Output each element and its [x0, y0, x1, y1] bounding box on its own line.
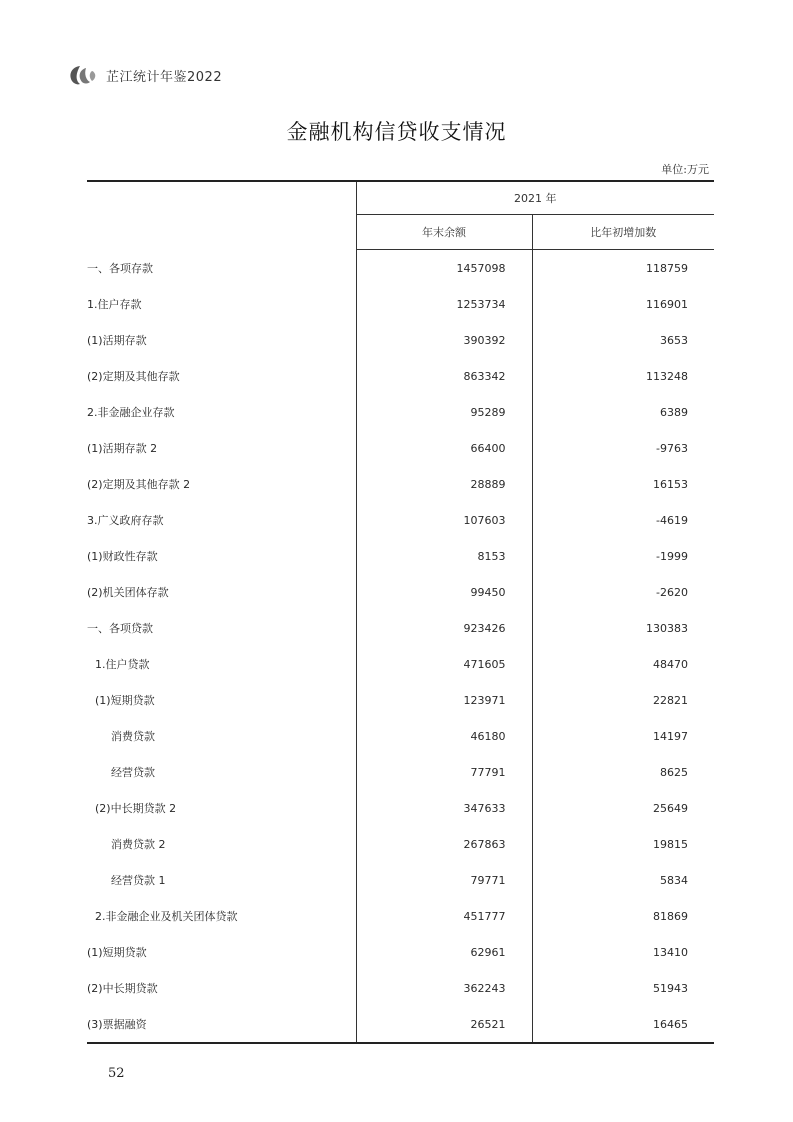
table-row — [87, 358, 714, 394]
cell-increase: -9763 — [532, 430, 714, 466]
table-row — [87, 250, 714, 287]
table-row — [87, 898, 714, 934]
unit-label: 单位:万元 — [661, 163, 709, 176]
cell-increase: 16153 — [532, 466, 714, 502]
table-row — [87, 790, 714, 826]
cell-year-end: 99450 — [356, 574, 532, 610]
table-row — [87, 682, 714, 718]
cell-year-end: 8153 — [356, 538, 532, 574]
cell-increase: 6389 — [532, 394, 714, 430]
cell-increase: -2620 — [532, 574, 714, 610]
cell-year-end: 77791 — [356, 754, 532, 790]
table-row — [87, 646, 714, 682]
cell-year-end: 66400 — [356, 430, 532, 466]
row-label: (1)财政性存款 — [87, 550, 158, 563]
row-label: 经营贷款 — [111, 766, 155, 779]
cell-year-end: 390392 — [356, 322, 532, 358]
cell-year-end: 46180 — [356, 718, 532, 754]
cell-year-end: 1253734 — [356, 286, 532, 322]
cell-increase: 113248 — [532, 358, 714, 394]
table-body — [87, 250, 714, 1044]
table-row — [87, 286, 714, 322]
table-row — [87, 466, 714, 502]
row-label: 消费贷款 — [111, 730, 155, 743]
table-row — [87, 718, 714, 754]
table-row — [87, 538, 714, 574]
row-label: (2)定期及其他存款 2 — [87, 478, 191, 491]
cell-increase: 13410 — [532, 934, 714, 970]
row-label: (1)短期贷款 — [95, 694, 155, 707]
cell-increase: 25649 — [532, 790, 714, 826]
row-label: 2.非金融企业及机关团体贷款 — [95, 910, 238, 923]
cell-increase: 118759 — [532, 250, 714, 287]
row-label: 经营贷款 1 — [111, 874, 166, 887]
cell-increase: 5834 — [532, 862, 714, 898]
row-label: 1.住户贷款 — [95, 658, 150, 671]
cell-increase: 22821 — [532, 682, 714, 718]
row-label: (1)活期存款 — [87, 334, 147, 347]
cell-year-end: 362243 — [356, 970, 532, 1006]
table-row — [87, 394, 714, 430]
row-label: (1)活期存款 2 — [87, 442, 158, 455]
cell-year-end: 1457098 — [356, 250, 532, 287]
cell-increase: 3653 — [532, 322, 714, 358]
row-label: 1.住户存款 — [87, 298, 142, 311]
cell-increase: 14197 — [532, 718, 714, 754]
credit-table — [87, 180, 714, 1044]
cell-year-end: 863342 — [356, 358, 532, 394]
table-row — [87, 934, 714, 970]
row-label: (2)中长期贷款 2 — [95, 802, 177, 815]
cell-year-end: 28889 — [356, 466, 532, 502]
row-label: (2)中长期贷款 — [87, 982, 158, 995]
cell-year-end: 123971 — [356, 682, 532, 718]
cell-increase: 116901 — [532, 286, 714, 322]
table-row — [87, 322, 714, 358]
row-label: 2.非金融企业存款 — [87, 406, 175, 419]
cell-year-end: 62961 — [356, 934, 532, 970]
page-header — [66, 62, 222, 88]
column-header-year-end: 年末余额 — [356, 215, 532, 250]
cell-increase: 16465 — [532, 1006, 714, 1043]
table-row — [87, 754, 714, 790]
cell-increase: -4619 — [532, 502, 714, 538]
row-label: 一、各项贷款 — [87, 622, 153, 635]
cell-year-end: 471605 — [356, 646, 532, 682]
cell-year-end: 107603 — [356, 502, 532, 538]
cell-increase: 19815 — [532, 826, 714, 862]
cell-year-end: 267863 — [356, 826, 532, 862]
book-title: 芷江统计年鉴2022 — [106, 69, 223, 85]
cell-increase: 130383 — [532, 610, 714, 646]
cell-increase: 81869 — [532, 898, 714, 934]
cell-year-end: 95289 — [356, 394, 532, 430]
page-title: 金融机构信贷收支情况 — [286, 120, 507, 144]
row-label: (3)票据融资 — [87, 1006, 356, 1043]
row-label: 消费贷款 2 — [111, 838, 166, 851]
cell-year-end: 923426 — [356, 610, 532, 646]
row-label-header — [87, 181, 356, 250]
row-label: 3.广义政府存款 — [87, 514, 164, 527]
cell-increase: -1999 — [532, 538, 714, 574]
row-label: (2)定期及其他存款 — [87, 370, 180, 383]
page-number: 52 — [108, 1066, 125, 1081]
year-header: 2021 年 — [356, 181, 714, 215]
table-row — [87, 826, 714, 862]
row-label: (2)机关团体存款 — [87, 586, 169, 599]
cell-year-end: 451777 — [356, 898, 532, 934]
cell-year-end: 347633 — [356, 790, 532, 826]
row-label: 一、各项存款 — [87, 261, 153, 275]
cell-year-end: 79771 — [356, 862, 532, 898]
row-label: (1)短期贷款 — [87, 946, 147, 959]
cell-increase: 8625 — [532, 754, 714, 790]
table-row — [87, 574, 714, 610]
table-row — [87, 430, 714, 466]
table-row — [87, 1006, 714, 1043]
cell-increase: 48470 — [532, 646, 714, 682]
yearbook-logo-icon — [66, 63, 98, 87]
table-row — [87, 970, 714, 1006]
table-row — [87, 502, 714, 538]
cell-year-end: 26521 — [356, 1006, 532, 1043]
column-header-increase: 比年初增加数 — [532, 215, 714, 250]
table-row — [87, 862, 714, 898]
cell-increase: 51943 — [532, 970, 714, 1006]
table-row — [87, 610, 714, 646]
